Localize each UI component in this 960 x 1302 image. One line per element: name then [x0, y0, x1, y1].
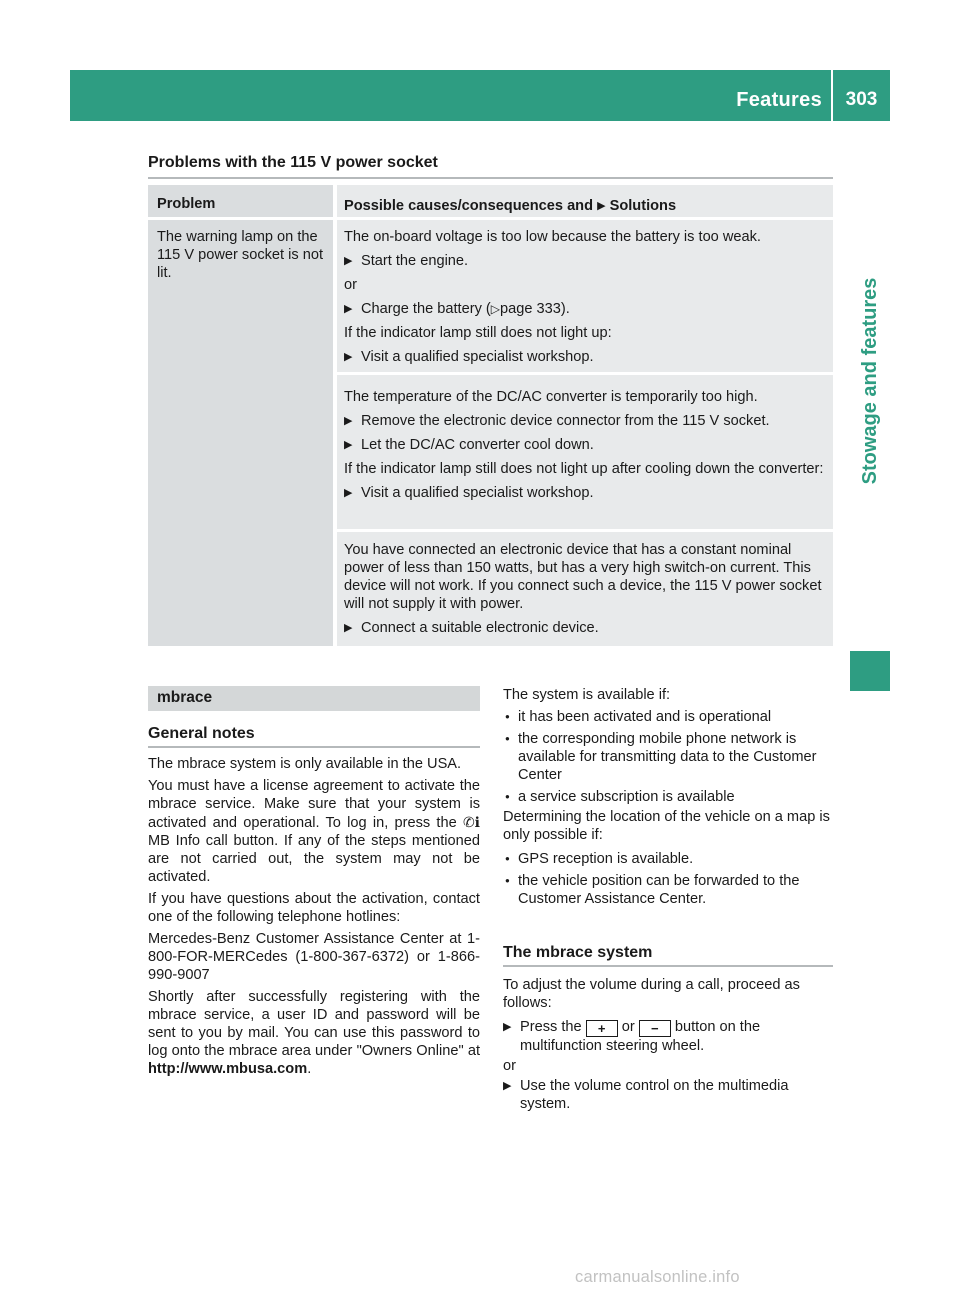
cell-separator — [337, 529, 833, 532]
step-arrow-icon: ▶ — [597, 200, 606, 212]
watermark: carmanualsonline.info — [575, 1268, 740, 1286]
solution-cell-2 — [344, 388, 828, 508]
table-header-problem: Problem — [157, 196, 216, 212]
problem-text: The warning lamp on the 115 V power socket is not lit. — [157, 229, 324, 281]
list-item: ● the corresponding mobile phone network is available for transmitting data to the Customer Center — [503, 730, 833, 784]
header-title: Features — [736, 89, 822, 111]
availability-block — [503, 686, 833, 908]
solution-cell-3 — [344, 541, 828, 643]
general-notes-text — [148, 755, 480, 1082]
page-number: 303 — [845, 89, 878, 110]
step-item: ▶ Let the DC/AC converter cool down. — [344, 436, 828, 454]
step-item: ▶ Use the volume control on the multimedia system. — [503, 1077, 833, 1113]
hotline-text: Mercedes-Benz Customer Assistance Center at 1-800-FOR-MERCedes (1-800-367-6372) or 1-866-990-9007 — [148, 931, 480, 983]
step-item: ▶ Connect a suitable electronic device. — [344, 619, 828, 637]
step-item: ▶ Charge the battery (▷page 333). — [344, 300, 828, 318]
cause-text: The temperature of the DC/AC converter is temporarily too high. — [344, 389, 758, 405]
step-item: ▶ Remove the electronic device connector from the 115 V socket. — [344, 412, 828, 430]
location-intro: Determining the location of the vehicle on a map is only possible if: — [503, 809, 830, 843]
section-rule — [503, 965, 833, 967]
mbrace-band — [148, 686, 480, 711]
phone-info-icon: ✆ℹ — [462, 814, 481, 830]
paragraph: Shortly after successfully registering with the mbrace service, a user ID and password will be sent to you by mail. You can use this password to log onto the mbrace area under "Owners Online" at http://www.mbusa.com. — [148, 989, 480, 1077]
paragraph: If you have questions about the activation, contact one of the following telephone hotlines: — [148, 891, 480, 925]
availability-intro: The system is available if: — [503, 687, 671, 703]
step-item: ▶ Visit a qualified specialist workshop. — [344, 348, 828, 366]
side-marker — [850, 651, 890, 691]
list-item: ● GPS reception is available. — [503, 850, 833, 868]
volume-intro: To adjust the volume during a call, proceed as follows: — [503, 977, 800, 1011]
list-item: ● a service subscription is available — [503, 788, 833, 806]
volume-up-key-icon: + — [586, 1020, 618, 1037]
step-item: ▶ Press the + or − button on the multifunction steering wheel. — [503, 1018, 833, 1055]
volume-block — [503, 976, 833, 1119]
cause-text: The on-board voltage is too low because the battery is too weak. — [344, 229, 761, 245]
section-rule — [148, 177, 833, 179]
step-item: ▶ Visit a qualified specialist workshop. — [344, 484, 828, 502]
paragraph: You must have a license agreement to activate the mbrace service. Make sure that your system is activated and operational. To log in, press the ✆ℹ MB Info call button. If any of the steps mentioned are not carried out, the system may not be activated. — [148, 778, 481, 885]
or-text: or — [503, 1058, 516, 1074]
side-tab — [850, 122, 890, 640]
cause-text: You have connected an electronic device that has a constant nominal power of less than 150 watts, but has a very high switch-on current. This device will not work. If you connect such a device, the 115 V power socket will not supply it with power. — [344, 542, 822, 612]
section-title-general-notes: General notes — [148, 725, 255, 742]
mbusa-link[interactable]: http://www.mbusa.com — [148, 1061, 308, 1077]
page-ref-icon: ▷ — [490, 302, 501, 316]
solution-cell-1 — [344, 228, 828, 372]
page-ref-link[interactable]: page 333). — [500, 301, 570, 317]
page-header — [70, 70, 890, 121]
section-title-mbrace-system: The mbrace system — [503, 944, 653, 961]
paragraph: The mbrace system is only available in the USA. — [148, 756, 462, 772]
section-rule — [148, 746, 480, 748]
table-header-separator — [148, 217, 833, 220]
section-title-power-socket: Problems with the 115 V power socket — [148, 154, 438, 171]
side-tab-label: Stowage and features — [859, 277, 881, 485]
mbrace-band-title: mbrace — [157, 689, 213, 706]
or-text: or — [344, 277, 357, 293]
list-item: ● it has been activated and is operational — [503, 708, 833, 726]
condition-text: If the indicator lamp still does not light up after cooling down the converter: — [344, 461, 824, 477]
table-header-solutions: Possible causes/consequences and ▶ Solutions — [344, 198, 677, 214]
cell-separator — [337, 372, 833, 375]
condition-text: If the indicator lamp still does not light up: — [344, 325, 612, 341]
volume-down-key-icon: − — [639, 1020, 671, 1037]
list-item: ● the vehicle position can be forwarded to the Customer Assistance Center. — [503, 872, 833, 908]
step-item: ▶ Start the engine. — [344, 252, 828, 270]
